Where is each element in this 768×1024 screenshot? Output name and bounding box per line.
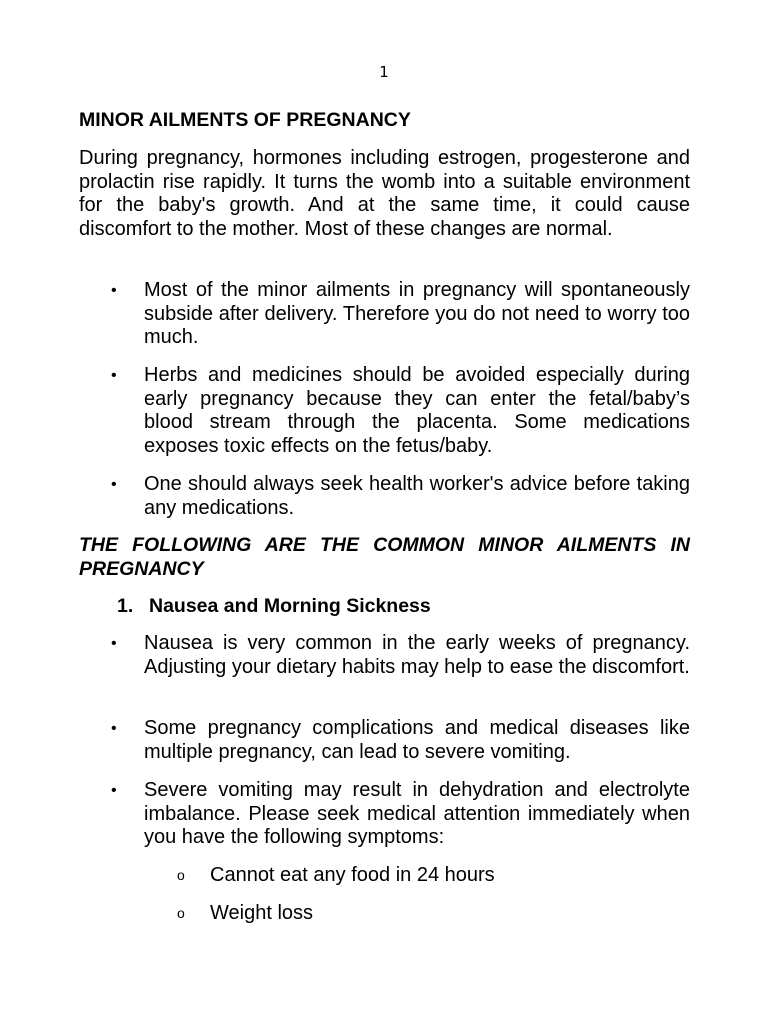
document-title: MINOR AILMENTS OF PREGNANCY <box>79 109 411 131</box>
bullet-marker: • <box>111 720 117 737</box>
intro-bullet-1: Most of the minor ailments in pregnancy will spontaneously subside after delivery. Therefore you do not need to worry too much. <box>144 279 690 348</box>
bullet-marker: • <box>111 476 117 493</box>
ailment-bullet-1: Nausea is very common in the early weeks of pregnancy. Adjusting your dietary habits may help to ease the discomfort. <box>144 632 690 678</box>
symptom-item: Cannot eat any food in 24 hours <box>210 864 495 886</box>
sub-bullet-marker: o <box>177 905 185 921</box>
intro-bullet-3: One should always seek health worker's advice before taking any medications. <box>144 473 690 519</box>
ailment-heading <box>117 595 431 619</box>
bullet-marker: • <box>111 367 117 384</box>
ailment-bullet-2: Some pregnancy complications and medical diseases like multiple pregnancy, can lead to severe vomiting. <box>144 717 690 763</box>
intro-paragraph: During pregnancy, hormones including estrogen, progesterone and prolactin rise rapidly. It turns the womb into a suitable environment for the baby's growth. And at the same time, it could cause discomfort to the mother. Most of these changes are normal. <box>79 147 690 240</box>
bullet-marker: • <box>111 782 117 799</box>
symptom-item: Weight loss <box>210 902 314 924</box>
sub-bullet-marker: o <box>177 867 185 883</box>
bullet-marker: • <box>111 282 117 299</box>
ailment-bullet-3: Severe vomiting may result in dehydration and electrolyte imbalance. Please seek medical attention immediately when you have the following symptoms: <box>144 779 690 848</box>
section-heading: THE FOLLOWING ARE THE COMMON MINOR AILMENTS IN PREGNANCY <box>79 534 690 580</box>
ailment-number: 1. <box>117 595 134 617</box>
ailment-title: Nausea and Morning Sickness <box>149 595 431 617</box>
bullet-marker: • <box>111 635 117 652</box>
page-number: 1 <box>379 63 389 81</box>
intro-bullet-2: Herbs and medicines should be avoided especially during early pregnancy because they can enter the fetal/baby’s blood stream through the placenta. Some medications exposes toxic effects on the fetus/baby. <box>144 364 690 457</box>
